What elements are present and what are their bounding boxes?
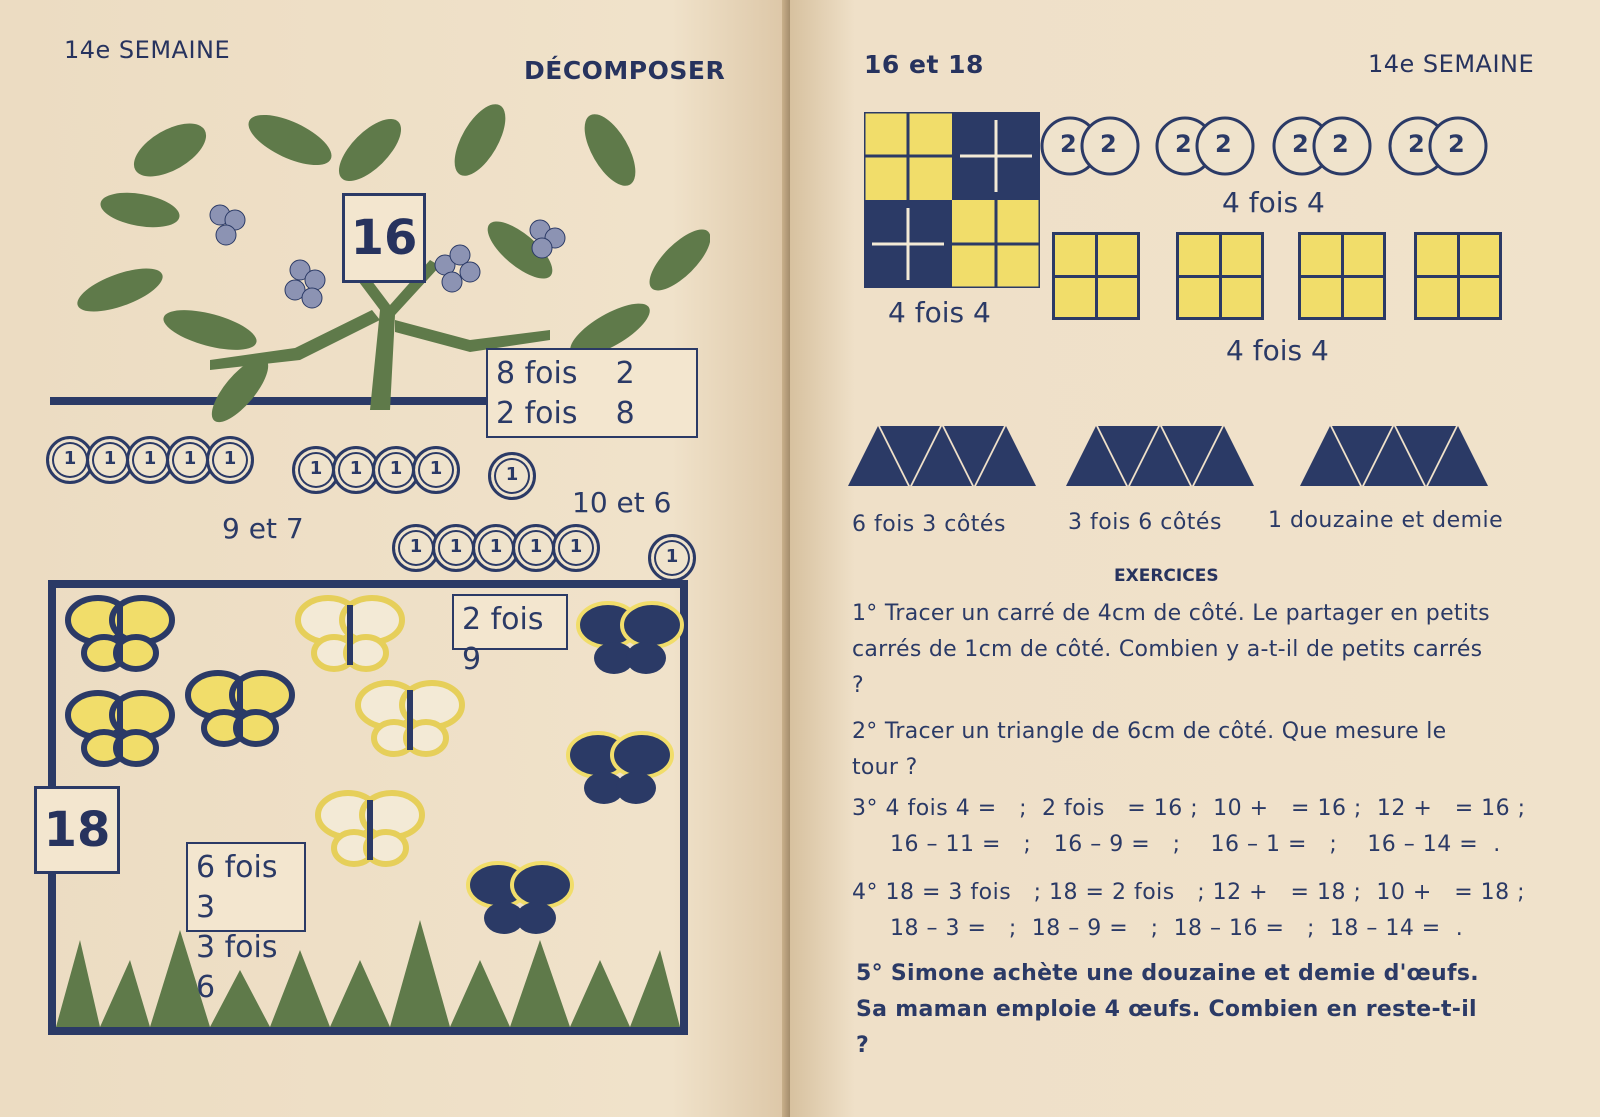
coin-value: 2 bbox=[1332, 130, 1349, 158]
coin-value: 2 bbox=[1292, 130, 1309, 158]
coin-value: 2 bbox=[1100, 130, 1117, 158]
coin-1franc bbox=[648, 534, 696, 582]
coin-value: 2 bbox=[1448, 130, 1465, 158]
exercise-4-line2: 18 – 3 = ; 18 – 9 = ; 18 – 16 = ; 18 – 14 = . bbox=[890, 916, 1464, 941]
coin-value: 1 bbox=[349, 458, 363, 479]
coin-value: 1 bbox=[183, 448, 197, 469]
left-page bbox=[0, 0, 790, 1117]
small-square-grid bbox=[1414, 232, 1502, 320]
box-2fois9: 2 fois 9 bbox=[452, 594, 568, 650]
small-square-grid bbox=[1052, 232, 1140, 320]
coin-value: 2 bbox=[1175, 130, 1192, 158]
caption-10et6: 10 et 6 bbox=[572, 486, 672, 519]
coin-value: 1 bbox=[429, 458, 443, 479]
coin-value: 1 bbox=[505, 464, 519, 485]
butterflies-illustration bbox=[40, 580, 710, 1045]
left-header-week: 14e SEMAINE bbox=[64, 36, 231, 64]
caption-9et7: 9 et 7 bbox=[222, 512, 304, 545]
exercise-3-line2: 16 – 11 = ; 16 – 9 = ; 16 – 1 = ; 16 – 14 = . bbox=[890, 832, 1501, 857]
coin-value: 1 bbox=[309, 458, 323, 479]
box-6fois3-line2: 3 fois 6 bbox=[196, 930, 278, 1005]
exercise-2: 2° Tracer un triangle de 6cm de côté. Que mesure le tour ? bbox=[852, 719, 1447, 780]
coin-value: 1 bbox=[449, 536, 463, 557]
box-6fois3-line1: 6 fois 3 bbox=[196, 850, 278, 925]
coin-1franc bbox=[412, 446, 460, 494]
right-header-title: 16 et 18 bbox=[864, 50, 984, 79]
coin-value: 1 bbox=[409, 536, 423, 557]
coin-value: 1 bbox=[143, 448, 157, 469]
coin-value: 1 bbox=[665, 546, 679, 567]
caption-4fois4-square: 4 fois 4 bbox=[888, 296, 991, 329]
coin-value: 1 bbox=[489, 536, 503, 557]
caption-4fois4-coins: 4 fois 4 bbox=[1222, 186, 1325, 219]
right-header-week: 14e SEMAINE bbox=[1368, 50, 1535, 78]
coin-value: 1 bbox=[529, 536, 543, 557]
big-square-4x4 bbox=[864, 112, 1040, 288]
box-6fois3 bbox=[186, 842, 306, 1005]
coin-value: 1 bbox=[63, 448, 77, 469]
right-page bbox=[790, 0, 1600, 1117]
coin-value: 2 bbox=[1215, 130, 1232, 158]
number-16-box: 16 bbox=[342, 193, 426, 283]
exercices-title: EXERCICES bbox=[1114, 566, 1219, 586]
coin-value: 2 bbox=[1060, 130, 1077, 158]
small-square-grid bbox=[1298, 232, 1386, 320]
caption-6fois3cotes: 6 fois 3 côtés bbox=[852, 512, 1006, 537]
caption-douzaine: 1 douzaine et demie bbox=[1268, 508, 1504, 533]
left-header-title: DÉCOMPOSER bbox=[524, 56, 726, 85]
box-8fois2 bbox=[486, 348, 698, 438]
coin-pair-labels bbox=[1040, 112, 1500, 182]
small-square-grid bbox=[1176, 232, 1264, 320]
coin-1franc bbox=[488, 452, 536, 500]
exercise-4-line1: 4° 18 = 3 fois ; 18 = 2 fois ; 12 + = 18 ; 10 + = 18 ; bbox=[852, 880, 1526, 905]
exercise-3-line1: 3° 4 fois 4 = ; 2 fois = 16 ; 10 + = 16 ; 12 + = 16 ; bbox=[852, 796, 1526, 821]
coin-value: 1 bbox=[223, 448, 237, 469]
coin-value: 1 bbox=[569, 536, 583, 557]
coin-value: 1 bbox=[103, 448, 117, 469]
coin-1franc bbox=[206, 436, 254, 484]
caption-3fois6cotes: 3 fois 6 côtés bbox=[1068, 510, 1222, 535]
box-8fois2-line2: 2 fois 8 bbox=[496, 396, 635, 431]
coin-value: 2 bbox=[1408, 130, 1425, 158]
coin-value: 1 bbox=[389, 458, 403, 479]
exercise-5: 5° Simone achète une douzaine et demie d'œufs. Sa maman emploie 4 œufs. Combien en reste-t-il ? bbox=[856, 961, 1479, 1058]
box-8fois2-line1: 8 fois 2 bbox=[496, 356, 635, 391]
caption-4fois4-grids: 4 fois 4 bbox=[1226, 334, 1329, 367]
coin-1franc bbox=[552, 524, 600, 572]
exercise-1: 1° Tracer un carré de 4cm de côté. Le partager en petits carrés de 1cm de côté. Combien y a-t-il de petits carrés ? bbox=[852, 601, 1490, 698]
number-18-box: 18 bbox=[34, 786, 120, 874]
triangles-illustration bbox=[848, 420, 1538, 490]
